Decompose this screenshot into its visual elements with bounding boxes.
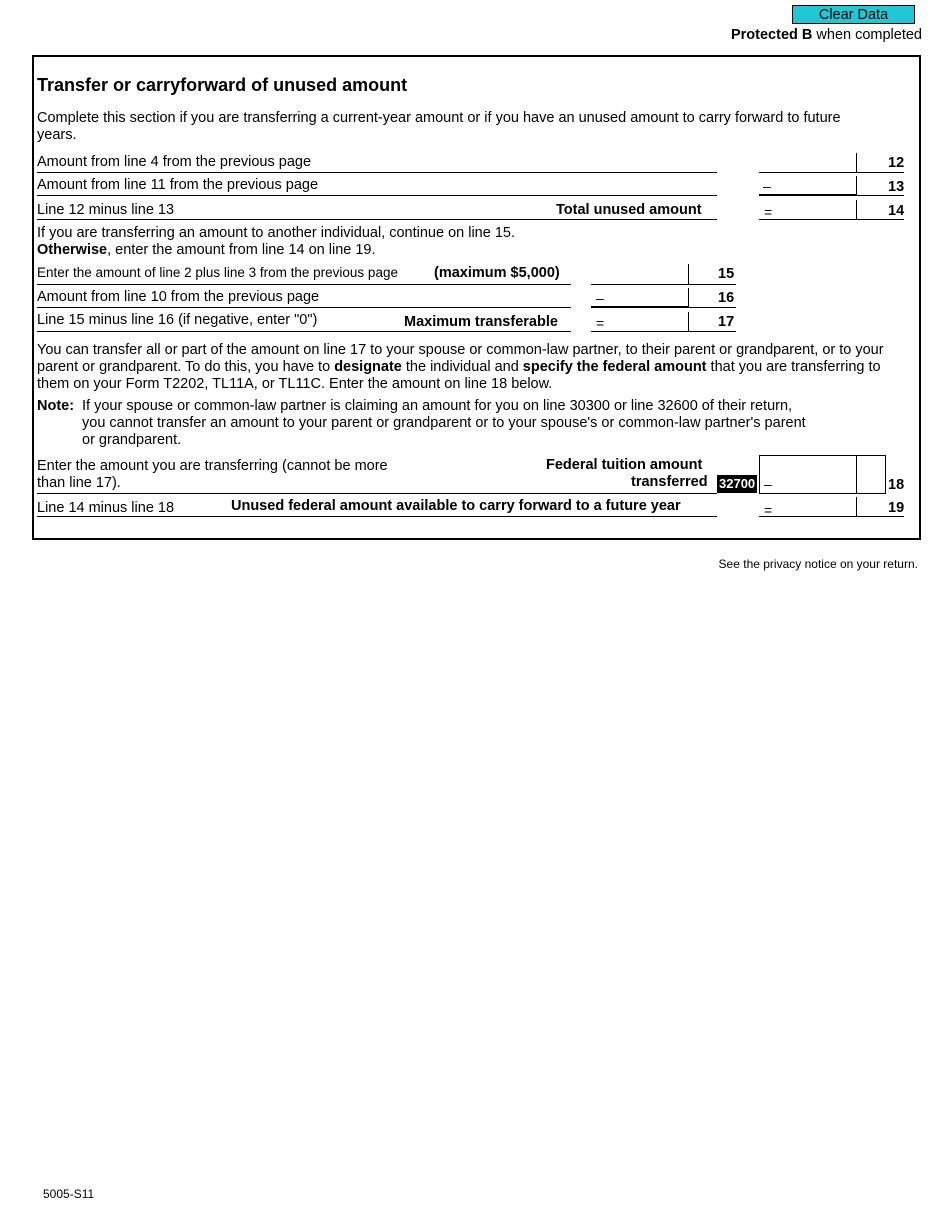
line-18-divider <box>856 455 857 494</box>
line-17-label: Line 15 minus line 16 (if negative, enter "0") <box>37 312 318 328</box>
form-id: 5005-S11 <box>43 1187 95 1201</box>
transfer-explanation <box>37 342 907 393</box>
line-13-label: Amount from line 11 from the previous page <box>37 177 319 193</box>
line-17-max-transferable: Maximum transferable <box>404 314 558 330</box>
line-13-divider <box>856 176 857 195</box>
otherwise-bold: Otherwise <box>37 242 108 258</box>
transfer-condition-line1: If you are transferring an amount to another individual, continue on line 15. <box>37 225 515 241</box>
transfer-condition-line2 <box>37 242 907 259</box>
line-15-divider <box>688 264 689 284</box>
line-19-input[interactable] <box>759 497 856 517</box>
line-18-label-1: Enter the amount you are transferring (cannot be more <box>37 458 388 474</box>
line-19-label: Line 14 minus line 18 <box>37 500 175 516</box>
line-15-label: Enter the amount of line 2 plus line 3 from the previous page <box>37 265 398 280</box>
line-14-cents-underline <box>856 219 904 220</box>
line-13-input[interactable] <box>759 176 856 196</box>
line-12-input[interactable] <box>759 153 856 173</box>
protected-b-label: Protected B <box>730 27 813 43</box>
line-14-equals: = <box>764 204 773 220</box>
line-18-label-2: than line 17). <box>37 475 121 491</box>
line-15-number: 15 <box>718 266 735 282</box>
line-14-total-label: Total unused amount <box>556 202 702 218</box>
section-intro: Complete this section if you are transferring a current-year amount or if you have an unused amount to carry forward to future years. <box>37 110 841 143</box>
note-line1: If your spouse or common-law partner is claiming an amount for you on line 30300 or line 32600 of their return, <box>82 398 793 414</box>
line-17-divider <box>688 312 689 331</box>
clear-data-button[interactable]: Clear Data <box>792 5 915 24</box>
line-18-federal-tuition: Federal tuition amount <box>546 457 703 473</box>
line-12-label: Amount from line 4 from the previous page <box>37 154 312 170</box>
note-line3: or grandparent. <box>82 432 182 448</box>
otherwise-rest: , enter the amount from line 14 on line 19. <box>107 242 376 258</box>
section-title: Transfer or carryforward of unused amount <box>37 75 408 95</box>
protected-b-rest: when completed <box>812 27 922 43</box>
line-15-underline <box>37 284 571 285</box>
line-16-input[interactable] <box>591 288 688 308</box>
line-13-number: 13 <box>888 179 905 195</box>
line-19-equals: = <box>764 502 773 518</box>
line-14-label: Line 12 minus line 13 <box>37 202 175 218</box>
note-line2: you cannot transfer an amount to your parent or grandparent or to your spouse's or common-law partner's parent <box>82 415 806 431</box>
line-14-number: 14 <box>888 203 905 219</box>
line-14-divider <box>856 200 857 219</box>
line-19-cents-underline <box>856 516 904 517</box>
line-14-underline <box>37 219 717 220</box>
line-19-divider <box>856 497 857 516</box>
line-19-unused-federal: Unused federal amount available to carry forward to a future year <box>231 498 681 514</box>
line-18-code-32700: 32700 <box>719 476 756 491</box>
line-13-underline <box>37 195 717 196</box>
line-16-number: 16 <box>718 290 735 306</box>
line-18-number: 18 <box>888 477 905 493</box>
privacy-notice: See the privacy notice on your return. <box>718 557 918 571</box>
line-18-underline <box>37 493 717 494</box>
designate-bold: designate <box>334 359 402 375</box>
transfer-text-1: You can transfer all or part of the amount on line 17 to your spouse or common-law partner, to their parent or grandparent, or to your parent or grandparent. To do this, you have to <box>37 342 884 375</box>
line-15-maximum: (maximum $5,000) <box>434 265 560 281</box>
line-17-number: 17 <box>718 314 735 330</box>
transfer-text-2: the individual and <box>401 359 523 375</box>
line-16-underline <box>37 307 571 308</box>
line-13-minus: – <box>763 178 771 194</box>
line-18-input[interactable] <box>776 458 854 490</box>
line-17-cents-underline <box>688 331 736 332</box>
line-16-cents-underline <box>688 307 736 308</box>
line-17-equals: = <box>596 315 605 331</box>
line-13-cents-underline <box>856 195 904 196</box>
line-19-number: 19 <box>888 500 905 516</box>
specify-amount-bold: specify the federal amount <box>522 359 707 375</box>
line-15-input[interactable] <box>591 264 688 285</box>
line-12-cents-underline <box>856 172 904 173</box>
line-17-underline <box>37 331 571 332</box>
line-19-underline <box>37 516 717 517</box>
line-18-transferred: transferred <box>631 474 708 490</box>
line-18-minus: – <box>764 476 772 492</box>
protected-b-notice <box>731 27 922 43</box>
line-12-underline <box>37 172 717 173</box>
transfer-text-3: that you are transferring to them on your Form T2202, TL11A, or TL11C. Enter the amount on line 18 below. <box>37 359 881 392</box>
line-12-number: 12 <box>888 155 905 171</box>
line-16-divider <box>688 288 689 307</box>
line-16-label: Amount from line 10 from the previous page <box>37 289 320 305</box>
line-15-cents-underline <box>688 284 736 285</box>
line-12-divider <box>856 153 857 172</box>
line-16-minus: – <box>596 290 604 306</box>
line-14-input[interactable] <box>759 200 856 220</box>
note-label: Note: <box>37 398 75 414</box>
line-17-input[interactable] <box>591 312 688 332</box>
